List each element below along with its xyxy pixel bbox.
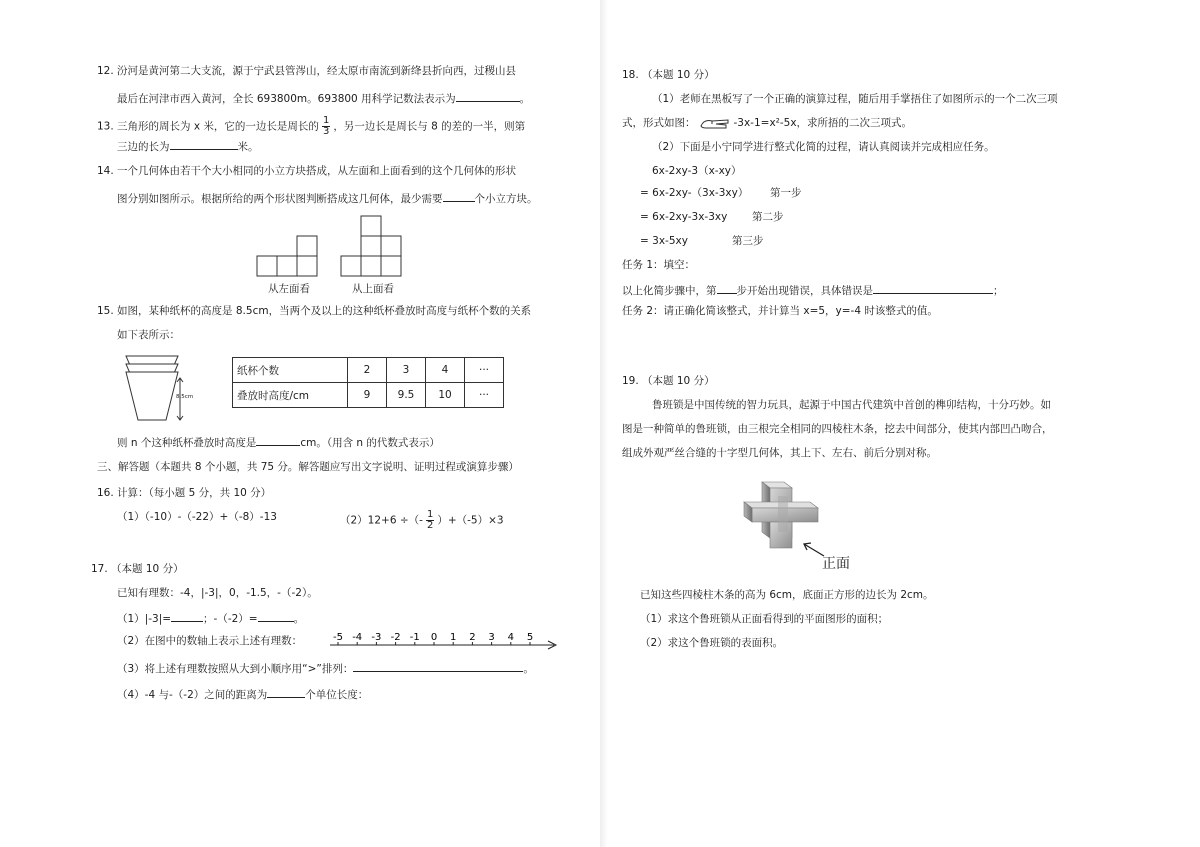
q18-step3-label: 第三步 <box>732 235 764 247</box>
table-header-cell: 纸杯个数 <box>233 358 348 383</box>
number-line-tick-label: 3 <box>488 632 495 643</box>
q14-caption-left: 从左面看 <box>268 283 310 295</box>
q12-line1: 12. 汾河是黄河第二大支流，源于宁武县管涔山，经太原市南流到新绛县折向西，过稷山县 <box>97 65 517 77</box>
front-view-label: 正面 <box>822 556 850 572</box>
number-line-tick-label: -5 <box>333 632 343 643</box>
q17-given: 已知有理数：-4，|-3|，0，-1.5，-（-2）。 <box>117 587 318 599</box>
number-line-tick-label: -3 <box>371 632 382 643</box>
table-row <box>233 383 504 408</box>
q19-given: 已知这些四棱柱木条的高为 6cm，底面正方形的边长为 2cm。 <box>640 589 934 601</box>
number-line-tick-label: 2 <box>469 632 476 643</box>
q18-task2: 任务 2：请正确化简该整式，并计算当 x=5，y=-4 时该整式的值。 <box>622 305 938 317</box>
q17-p1-a: （1） <box>117 613 145 625</box>
q15-line1: 15. 如图，某种纸杯的高度是 8.5cm，当两个及以上的这种纸杯叠放时高度与纸杯个数的关系 <box>97 305 532 317</box>
q12-end: 。 <box>519 93 531 105</box>
q13-fraction <box>322 116 330 137</box>
q14-caption-top: 从上面看 <box>352 283 394 295</box>
q16-title: 16. 计算：（每小题 5 分，共 10 分） <box>97 487 272 499</box>
q17-p4-b: 个单位长度： <box>305 689 369 701</box>
q16-frac-num: 1 <box>426 509 434 520</box>
number-line-tick-label: -4 <box>352 632 363 643</box>
q13-text-b: ，另一边长是周长与 8 的差的一半，则第 <box>333 120 526 133</box>
stacked-cups-figure <box>122 350 194 424</box>
q18-task1-line <box>622 282 1004 298</box>
q18-step-blank[interactable] <box>717 282 737 294</box>
section-3-heading: 三、解答题（本题共 8 个小题，共 75 分。解答题应写出文字说明、证明过程或演算步骤） <box>97 461 519 473</box>
number-line-tick-label: 4 <box>507 632 514 643</box>
q15-line3 <box>117 434 440 450</box>
q15-text-a: 则 n 个这种纸杯叠放时高度是 <box>117 437 257 449</box>
q15-text-b: cm。（用含 n 的代数式表示） <box>300 437 440 449</box>
q13-text-d: 米。 <box>237 141 259 153</box>
q17-p1-b: ；-（-2）= <box>203 613 258 625</box>
q18-title: 18. （本题 10 分） <box>622 69 715 81</box>
table-cell: 9.5 <box>387 383 426 408</box>
q15-line2: 如下表所示： <box>117 329 180 341</box>
table-cell: ··· <box>465 383 504 408</box>
q17-p3-text: （3）将上述有理数按照从大到小顺序用“>”排列： <box>117 663 354 675</box>
number-line-tick-label: 1 <box>450 632 457 643</box>
q17-part4 <box>117 686 368 702</box>
q17-part1 <box>117 610 304 626</box>
q16-part1: （1）（-10）-（-22）+（-8）-13 <box>117 511 277 523</box>
left-view-figure <box>257 236 317 276</box>
q18-task1: 任务 1：填空： <box>622 259 696 271</box>
q18-step3: = 3x-5xy <box>640 235 688 247</box>
q17-distance-blank[interactable] <box>267 686 305 698</box>
q13-line1 <box>97 116 525 137</box>
q17-title: 17. （本题 10 分） <box>91 563 184 575</box>
q14-line1: 14. 一个几何体由若干个大小相同的小立方块搭成，从左面和上面看到的这个几何体的形状 <box>97 165 517 177</box>
q18-task1-b: 步开始出现错误，具体错误是 <box>736 285 873 297</box>
q16-part2 <box>340 510 504 531</box>
q13-frac-den: 3 <box>322 126 330 137</box>
q16-part2-b: ）+（-5）×3 <box>437 514 504 527</box>
q19-part2: （2）求这个鲁班锁的表面积。 <box>640 637 784 649</box>
q18-p1-line2 <box>622 116 912 130</box>
table-cell: 4 <box>426 358 465 383</box>
q18-task1-c: ； <box>993 285 1004 297</box>
page-fold <box>600 0 608 847</box>
table-cell: 10 <box>426 383 465 408</box>
q17-p3-end: 。 <box>523 663 534 675</box>
q14-line2 <box>117 190 538 206</box>
table-cell: 2 <box>348 358 387 383</box>
q18-p1-a: 式，形式如图： <box>622 117 696 129</box>
q19-title: 19. （本题 10 分） <box>622 375 715 387</box>
q19-para3: 组成外观严丝合缝的十字型几何体，其上下、左右、前后分别对称。 <box>622 447 937 459</box>
table-cell: 3 <box>387 358 426 383</box>
q18-step0: 6x-2xy-3（x-xy） <box>652 165 742 177</box>
number-line-tick-label: 5 <box>526 632 534 643</box>
q18-p2: （2）下面是小宁同学进行整式化简的过程，请认真阅读并完成相应任务。 <box>652 141 995 153</box>
q14-text-a: 图分别如图所示。根据所给的两个形状图判断搭成这几何体，最少需要 <box>117 193 443 205</box>
q18-step2-label: 第二步 <box>752 211 784 223</box>
number-line-tick-label: -1 <box>409 632 420 643</box>
cup-height-label: 8.5cm <box>176 394 194 400</box>
q17-p4-a: （4）-4 与-（-2）之间的距离为 <box>117 689 268 701</box>
q13-line2 <box>117 138 259 154</box>
table-row <box>233 358 504 383</box>
q18-p1-line1: （1）老师在黑板写了一个正确的演算过程，随后用手掌捂住了如图所示的一个二次三项 <box>652 93 1058 105</box>
q19-para2: 图是一种简单的鲁班锁，由三根完全相同的四棱柱木条，挖去中间部分，使其内部凹凸吻合， <box>622 423 1053 435</box>
q18-step1: = 6x-2xy-（3x-3xy） <box>640 187 749 199</box>
hand-cover-icon <box>698 116 732 130</box>
q17-part3 <box>117 660 534 676</box>
q18-error-blank[interactable] <box>873 282 993 294</box>
table-header-cell: 叠放时高度/cm <box>233 383 348 408</box>
q13-frac-num: 1 <box>322 115 330 126</box>
number-line <box>328 629 560 657</box>
number-line-tick-label: -2 <box>390 632 401 643</box>
q18-task1-a: 以上化简步骤中，第 <box>622 285 717 297</box>
q12-line2 <box>117 90 530 106</box>
cup-table <box>232 357 504 408</box>
table-cell: 9 <box>348 383 387 408</box>
q13-answer-blank[interactable] <box>170 138 238 150</box>
number-line-tick-label: 0 <box>430 632 438 643</box>
q18-step1-label: 第一步 <box>770 187 802 199</box>
q17-abs-blank[interactable] <box>171 610 203 622</box>
q12-line2-text: 最后在河津市西入黄河，全长 693800m。693800 用科学记数法表示为 <box>117 93 456 105</box>
q18-p1-b: -3x-1=x²-5x，求所捂的二次三项式。 <box>733 117 913 129</box>
q14-answer-blank[interactable] <box>443 190 475 202</box>
q14-text-b: 个小立方块。 <box>474 193 538 205</box>
number-line-ticks <box>333 632 533 645</box>
table-cell: ··· <box>465 358 504 383</box>
top-view-figure <box>341 216 401 276</box>
q12-answer-blank[interactable] <box>456 90 520 102</box>
q14-shape-views <box>255 212 405 278</box>
q19-para1: 鲁班锁是中国传统的智力玩具，起源于中国古代建筑中首创的榫卯结构，十分巧妙。如 <box>652 399 1051 411</box>
q13-text-c: 三边的长为 <box>117 141 170 153</box>
q17-p1-abs: |-3|= <box>144 613 172 625</box>
q15-answer-blank[interactable] <box>256 434 300 446</box>
q17-part2: （2）在图中的数轴上表示上述有理数： <box>117 635 303 647</box>
q16-part2-a: （2）12+6 ÷（- <box>340 514 423 527</box>
q19-part1: （1）求这个鲁班锁从正面看得到的平面图形的面积； <box>640 613 889 625</box>
q13-text-a: 13. 三角形的周长为 x 米，它的一边长是周长的 <box>97 120 319 133</box>
q17-p1-c: 。 <box>293 613 305 625</box>
q16-frac-den: 2 <box>426 520 434 531</box>
q16-fraction <box>426 510 434 531</box>
q17-order-blank[interactable] <box>353 660 523 672</box>
q18-step2: = 6x-2xy-3x-3xy <box>640 211 728 223</box>
q17-neg-blank[interactable] <box>258 610 294 622</box>
